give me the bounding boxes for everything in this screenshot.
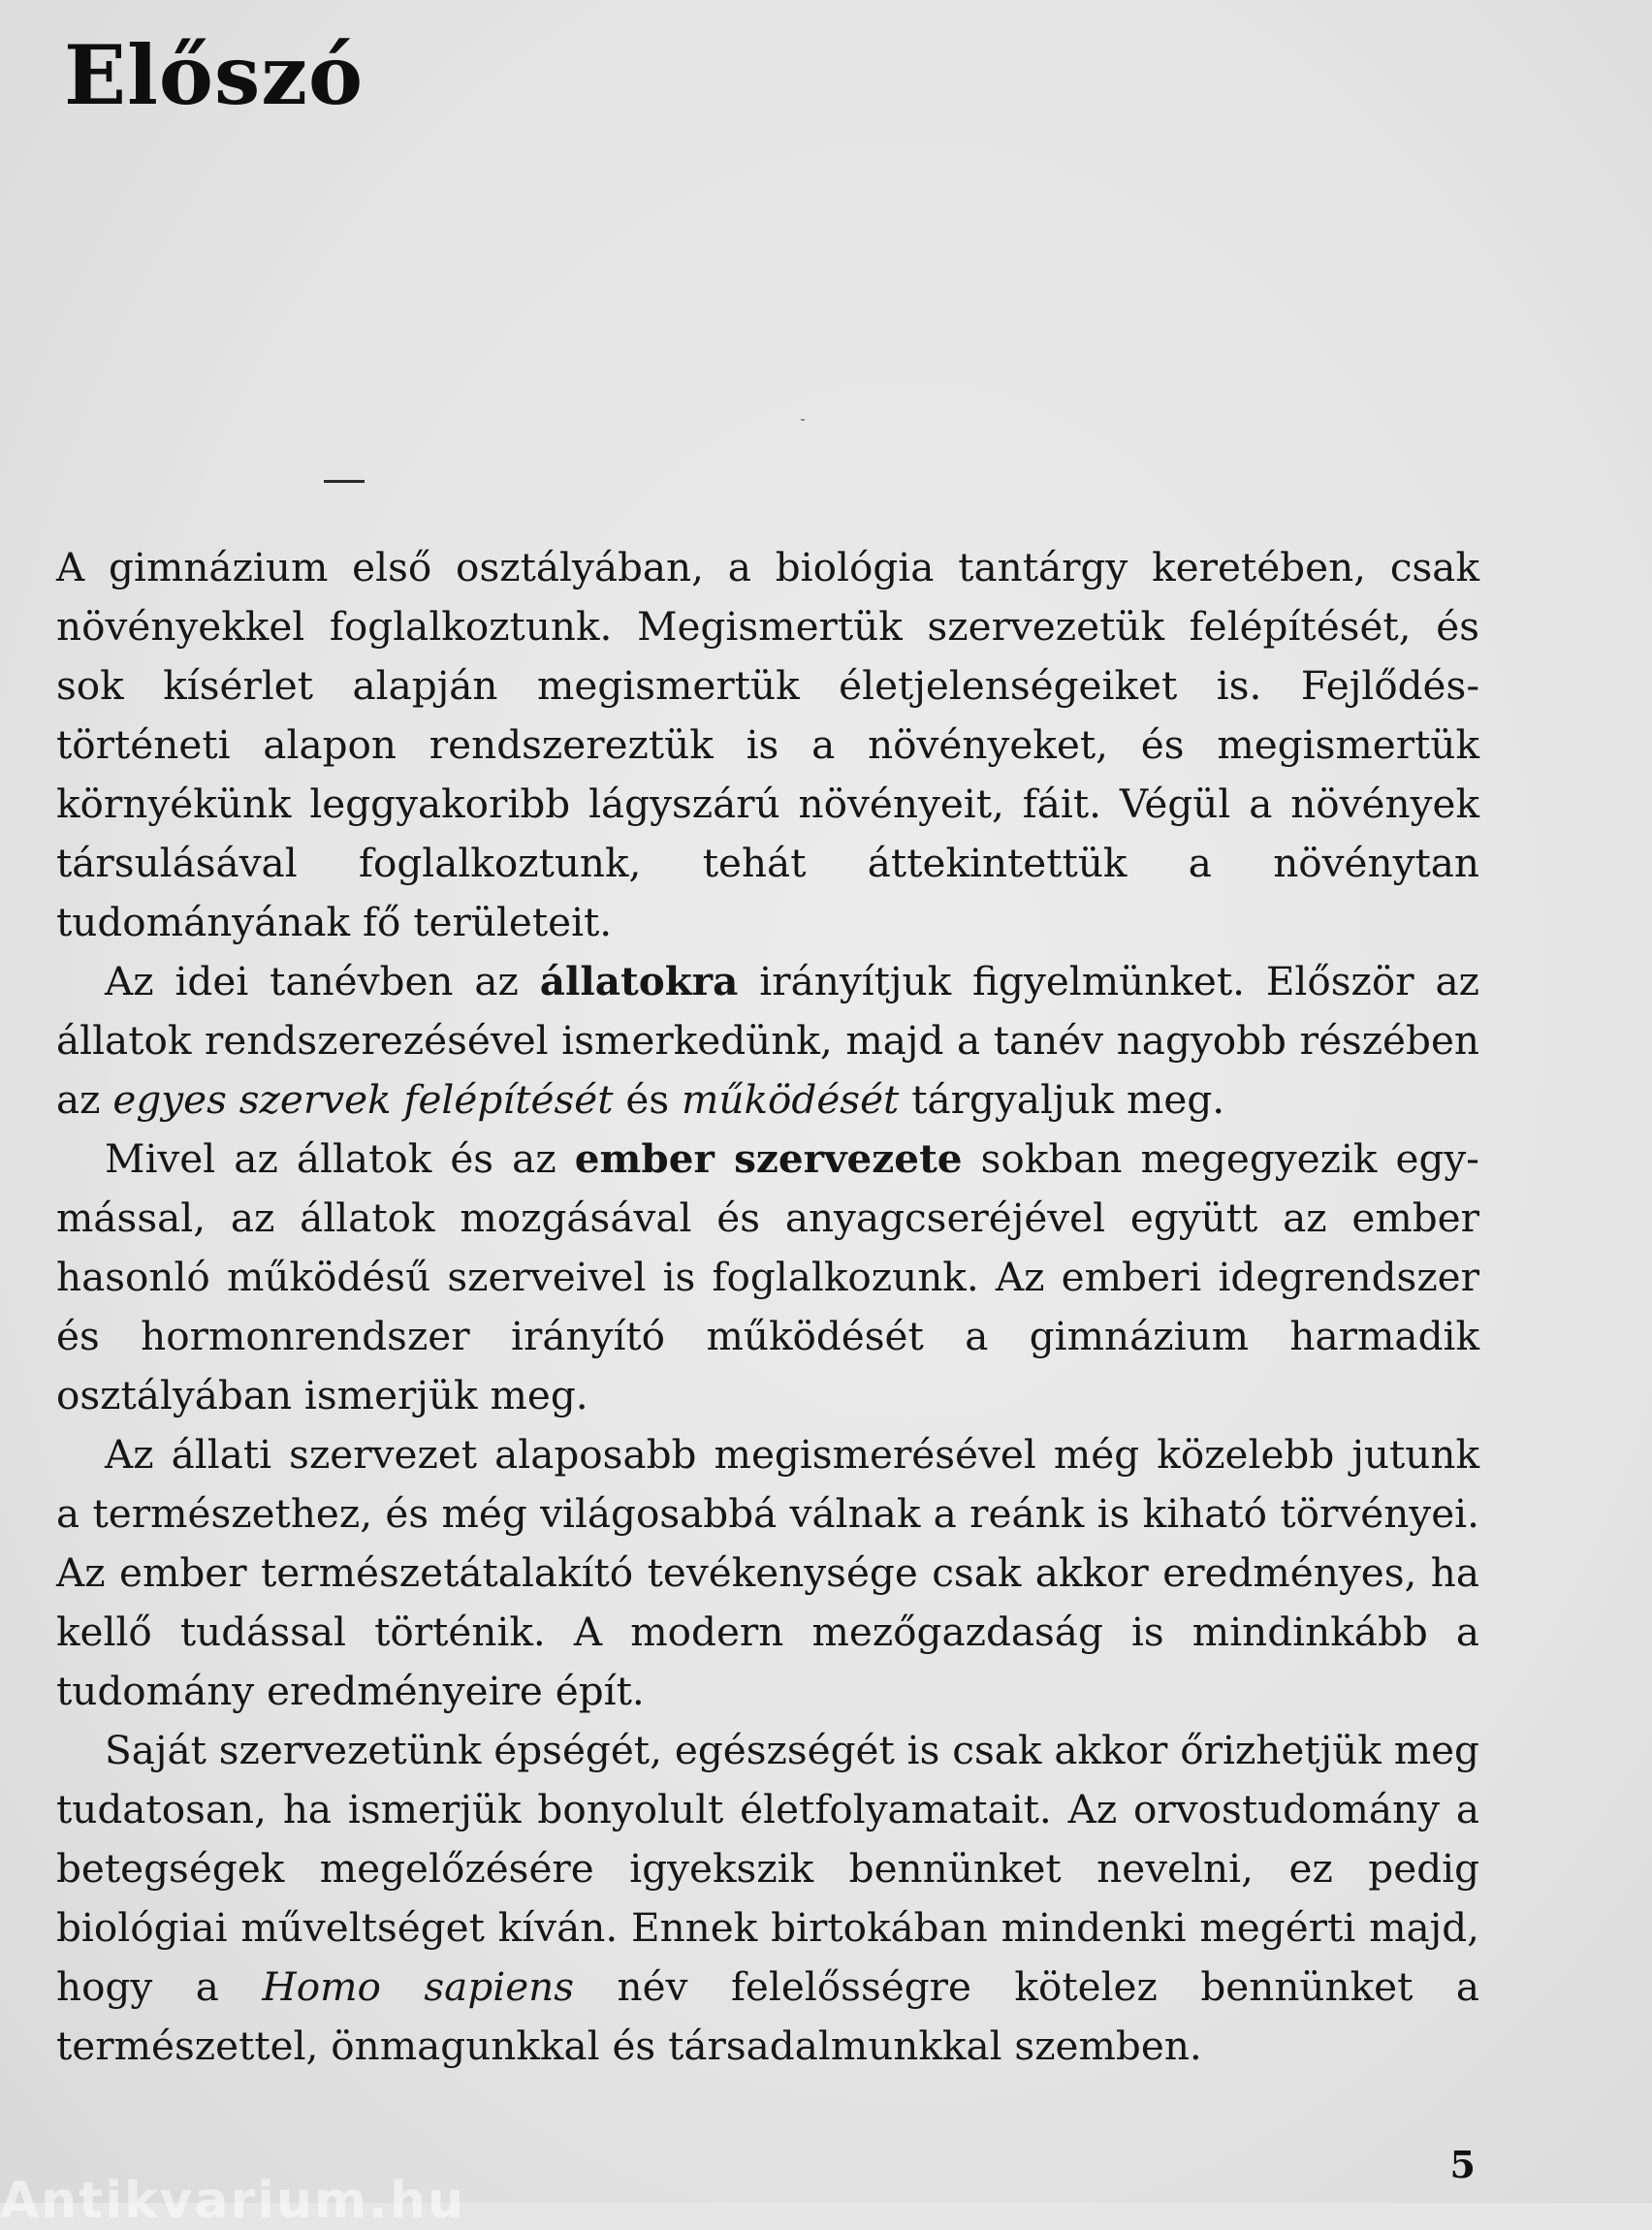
text-segment: és bbox=[613, 1076, 682, 1123]
page-title: Előszó bbox=[64, 27, 364, 123]
text-segment: állatokra bbox=[539, 958, 739, 1004]
text-segment: sokban megegyezik egymással, az állatok mozgásával és anyagcseréjével együtt az ember hasonló működésű szerveivel is foglalkozunk. Az emberi idegrendszer és hormonrendszer irányító működését a gimnázium harmadik osztályában ismerjük meg. bbox=[56, 1135, 1479, 1418]
text-segment: Az idei tanévben az bbox=[105, 958, 540, 1004]
paragraph-3 bbox=[56, 1130, 1479, 1425]
text-segment: tárgyaljuk meg. bbox=[899, 1076, 1225, 1123]
text-segment: Saját szervezetünk épségét, egészségét is csak akkor őrizhetjük meg tudatosan, ha ismerjük bonyolult életfolyamatait. Az orvostudomány a betegségek megelőzésére igyekszik bennünket nevelni, ez pedig biológiai műveltséget kíván. Ennek birtokában mindenki megérti majd, hogy a bbox=[56, 1727, 1479, 2010]
paragraph-5 bbox=[56, 1721, 1479, 2076]
text-segment: egyes szervek felépítését bbox=[112, 1076, 614, 1123]
text-segment: irányítjuk figyelmünket. Először az állatok rendszerezésével ismerkedünk, majd a tanév nagyobb részében az bbox=[56, 958, 1479, 1123]
page-number: 5 bbox=[1449, 2143, 1476, 2186]
text-segment: A gimnázium első osztályában, a biológia tantárgy keretében, csak növényekkel foglalkoztunk. Megismertük szervezetük felépítését, és sok kísérlet alapján megismertük életjelenségeiket is. Fejlődéstörténeti alapon rendszereztük is a növényeket, és megismertük környékünk leggyakoribb lágyszárú növényeit, fáit. Végül a növények társulásával foglalkoztunk, tehát áttekintettük a növénytan tudományának fő területeit. bbox=[56, 544, 1479, 945]
paragraph-1 bbox=[56, 538, 1479, 952]
text-segment: Mivel az állatok és az bbox=[105, 1135, 575, 1182]
text-segment: Homo sapiens bbox=[262, 1963, 575, 2010]
paragraph-4 bbox=[56, 1425, 1479, 1721]
text-segment: Az állati szervezet alaposabb megismerésével még közelebb jutunk a természethez, és még világosabbá válnak a reánk is kiható törvényei. Az ember természetátalakító tevékenysége csak akkor eredményes, ha kellő tudással történik. A modern mezőgazdaság is mindinkább a tudomány eredményeire épít. bbox=[56, 1431, 1479, 1714]
watermark-logo: Antikvarium.hu bbox=[0, 2172, 465, 2230]
preface-body bbox=[56, 538, 1479, 2076]
text-segment: ember szervezete bbox=[574, 1135, 963, 1182]
section-divider bbox=[324, 480, 365, 483]
text-segment: név felelősségre kötelez bennünket a természettel, önmagunkkal és társadalmunkkal szemben. bbox=[56, 1963, 1479, 2069]
paragraph-2 bbox=[56, 952, 1479, 1130]
paper-speck bbox=[801, 419, 805, 421]
text-segment: működését bbox=[682, 1076, 900, 1123]
